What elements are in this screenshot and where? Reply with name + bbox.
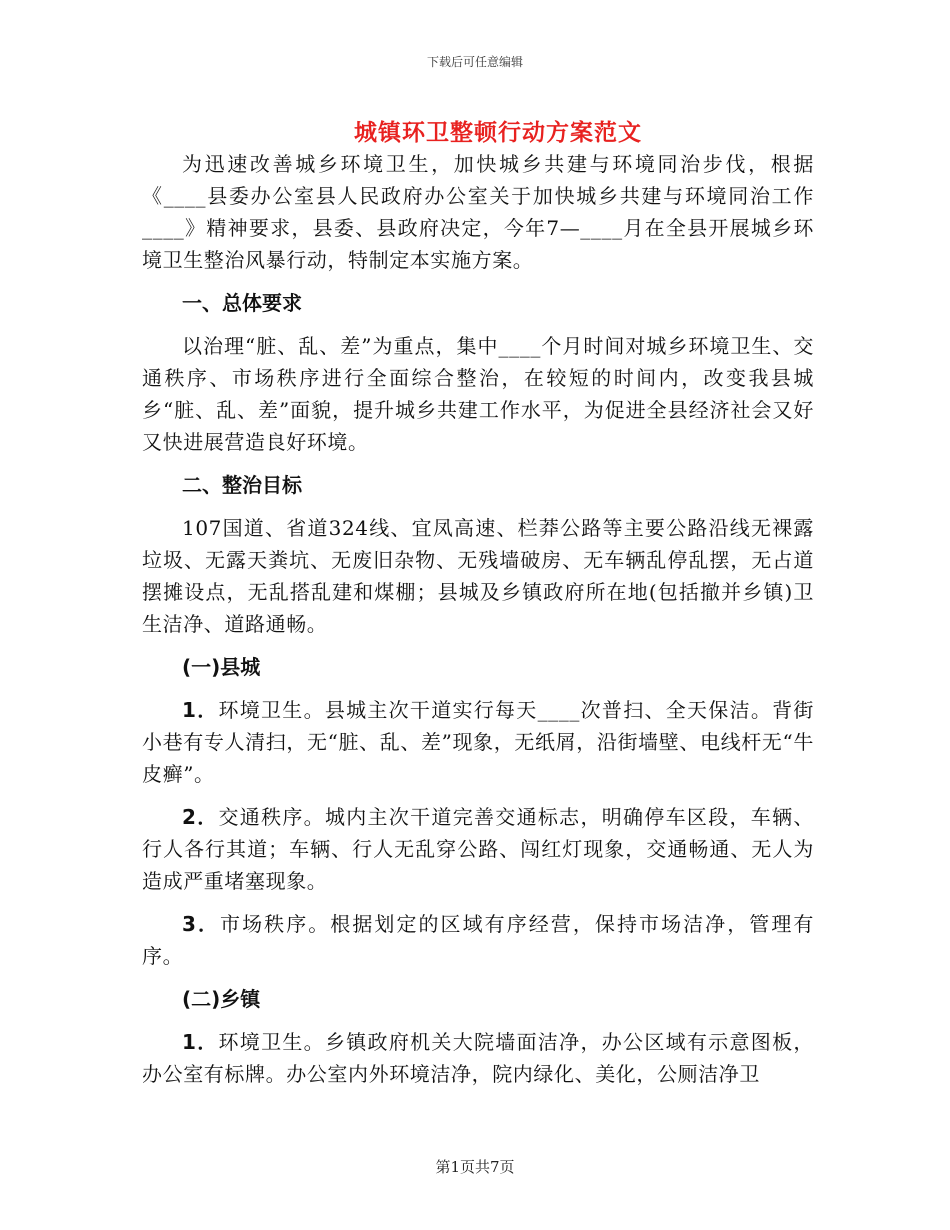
item-text: 市场秩序。根据划定的区域有序经营，保持市场洁净，管理有序。	[142, 912, 814, 968]
county-item-market	[142, 908, 814, 972]
document-title: 城镇环卫整顿行动方案范文	[354, 119, 642, 146]
subsection-heading-township: (二)乡镇	[182, 987, 261, 1011]
page-footer-page-number: 第1页共7页	[435, 1158, 515, 1176]
item-number: 2．	[182, 805, 219, 829]
item-text: 环境卫生。县城主次干道实行每天____次普扫、全天保洁。背街小巷有专人清扫，无“脏、乱、差”现象，无纸屑，沿街墙壁、电线杆无“牛皮癣”。	[142, 698, 814, 786]
item-number: 1．	[182, 698, 219, 722]
page-header-note: 下载后可任意编辑	[426, 55, 523, 69]
section-heading-targets: 二、整治目标	[182, 473, 302, 497]
county-item-sanitation	[142, 694, 814, 790]
general-requirements-paragraph: 以治理“脏、乱、差”为重点，集中____个月时间对城乡环境卫生、交通秩序、市场秩序进行全面综合整治，在较短的时间内，改变我县城乡“脏、乱、差”面貌，提升城乡共建工作水平，为促进全县经济社会又好又快进展营造良好环境。	[142, 334, 814, 454]
subsection-heading-county: (一)县城	[182, 655, 261, 679]
document-body	[142, 148, 814, 1101]
township-item-sanitation	[142, 1026, 814, 1090]
item-text: 交通秩序。城内主次干道完善交通标志，明确停车区段，车辆、行人各行其道；车辆、行人无乱穿公路、闯红灯现象，交通畅通、无人为造成严重堵塞现象。	[142, 805, 814, 893]
item-text: 环境卫生。乡镇政府机关大院墙面洁净，办公区域有示意图板，办公室有标牌。办公室内外环境洁净，院内绿化、美化，公厕洁净卫	[142, 1030, 814, 1086]
item-number: 3．	[182, 912, 221, 936]
county-item-traffic	[142, 801, 814, 897]
intro-paragraph: 为迅速改善城乡环境卫生，加快城乡共建与环境同治步伐，根据《____县委办公室县人民政府办公室关于加快城乡共建与环境同治工作____》精神要求，县委、县政府决定，今年7—____月在全县开展城乡环境卫生整治风暴行动，特制定本实施方案。	[142, 152, 814, 272]
section-heading-general-requirements: 一、总体要求	[182, 291, 302, 315]
targets-paragraph: 107国道、省道324线、宜凤高速、栏莽公路等主要公路沿线无裸露垃圾、无露天粪坑、无废旧杂物、无残墙破房、无车辆乱停乱摆，无占道摆摊设点，无乱搭乱建和煤棚；县城及乡镇政府所在地(包括撤并乡镇)卫生洁净、道路通畅。	[142, 516, 814, 636]
item-number: 1．	[182, 1030, 219, 1054]
